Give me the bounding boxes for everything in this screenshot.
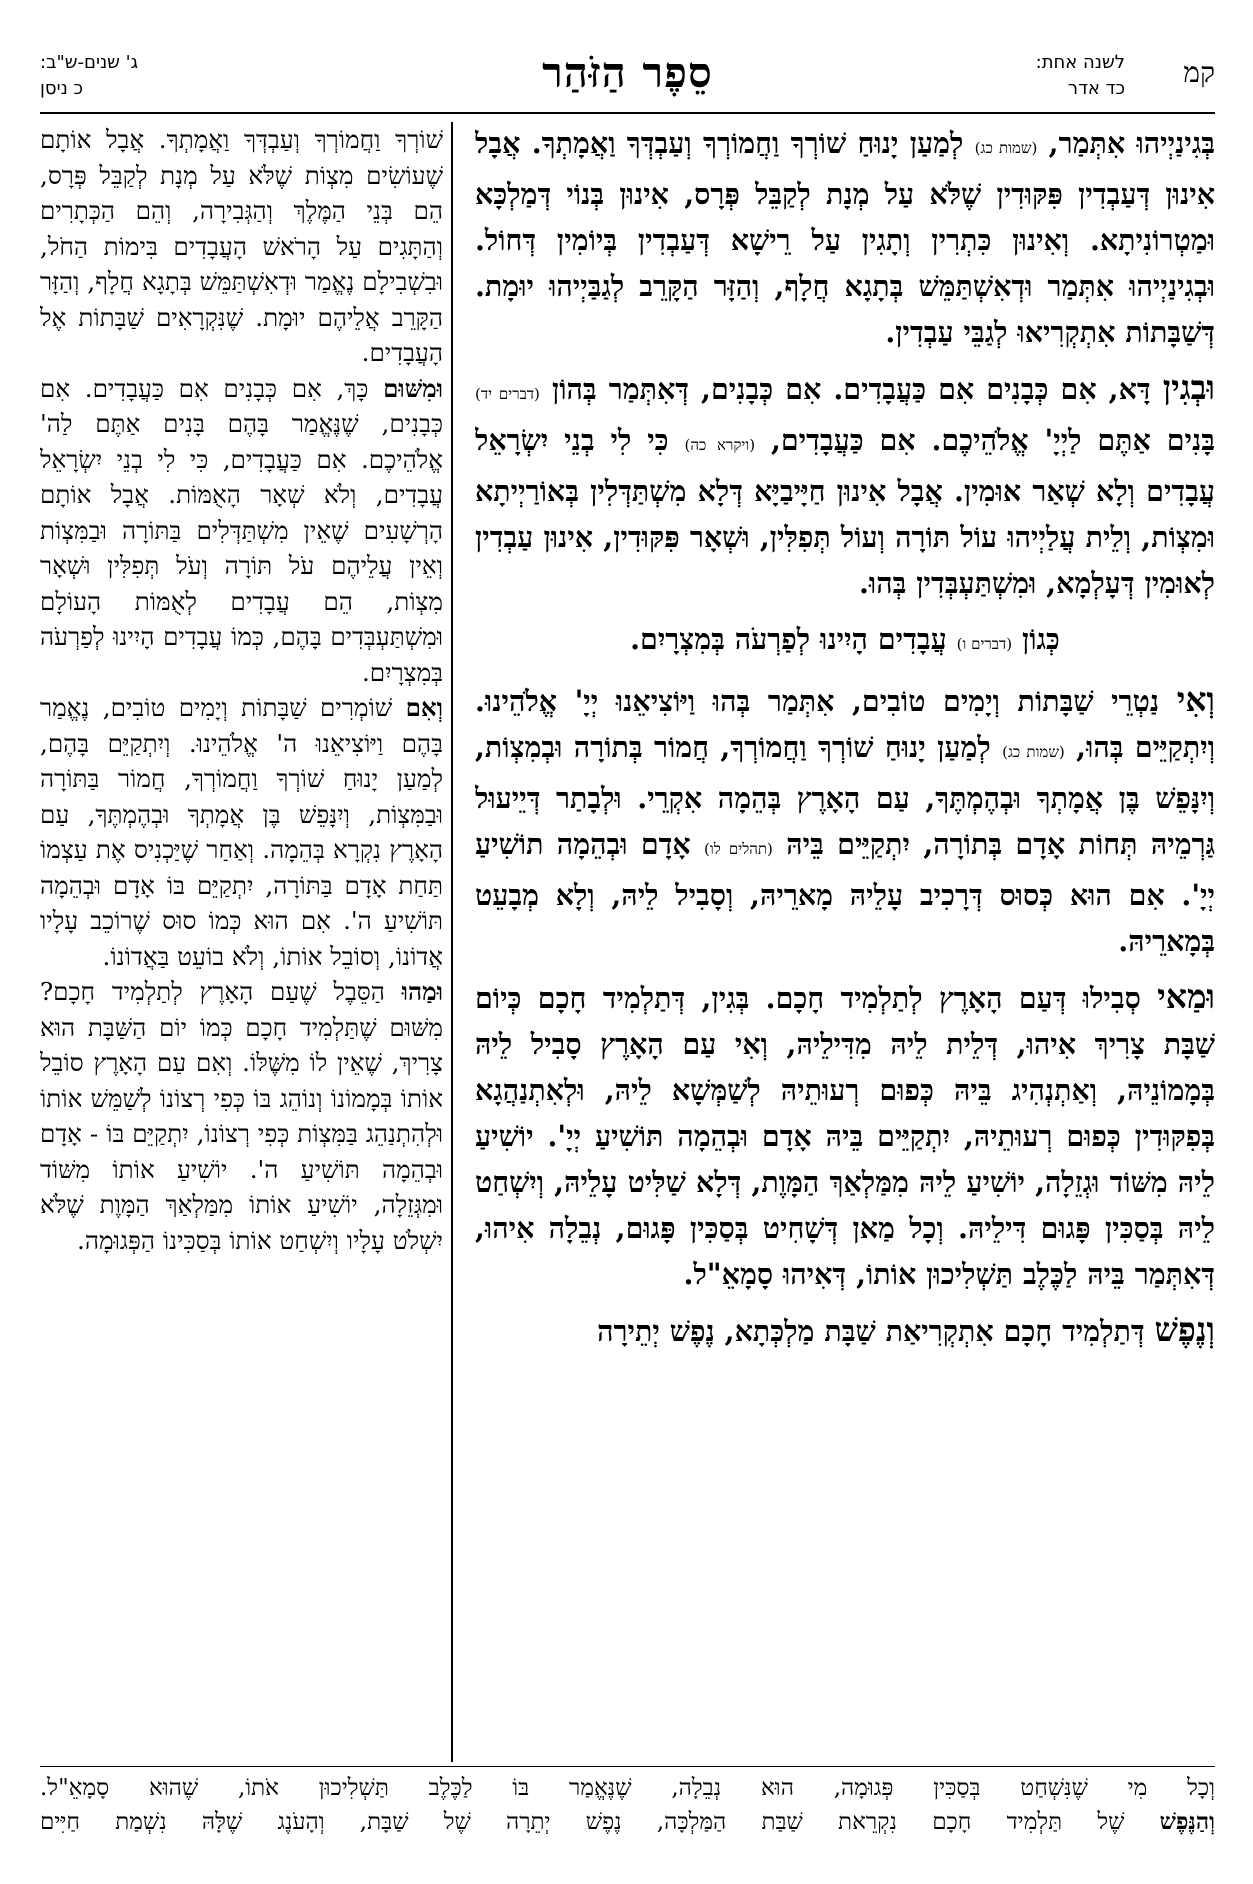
- paragraph: [40, 690, 443, 974]
- text-run: שׁוֹמְרִים שַׁבָּתוֹת וְיָמִים טוֹבִים, נֶאֱמַר בָּהֶם וַיּוֹצִיאֵנוּ ה' אֱלֹהֵינוּ. וְיִתְקַיֵּם בָּהֶם, לְמַעַן יָנוּחַ שׁוֹרְךָ וַחֲמוֹרְךָ, חֲמוֹר בַּתּוֹרָה וּבַמִּצְוֹת, וְיִנָּפֵשׁ בֶּן אֲמָתְךָ וּבְהֶמְתֶּךָ, עַם הָאָרֶץ נִקְרָא בְּהֵמָה. וְאַחַר שֶׁיַּכְנִיס אֶת עַצְמוֹ תַּחַת אָדָם בַּתּוֹרָה, יִתְקַיֵּם בּוֹ אָדָם וּבְהֵמָה תּוֹשִׁיעַ ה'. אִם הוּא כְּמוֹ סוּס שֶׁרוֹכֵב עָלָיו אֲדוֹנוֹ, וְסוֹבֵל אוֹתוֹ, וְלֹא בוֹעֵט בַּאֲדוֹנוֹ.: [40, 693, 443, 971]
- text-run: בְּגִינַיְיהוּ אִתְּמַר,: [1037, 126, 1215, 160]
- opening-word: וְהַנֶּפֶשׁ: [1159, 1808, 1215, 1835]
- translation-continuation: [40, 1771, 1215, 1839]
- page-header: [40, 50, 1215, 110]
- text-run: בָּנִים אַתֶּם לַיְיָ' אֱלֹהֵיכֶם. אִם כַּעֲבָדִים,: [755, 423, 1215, 457]
- source-reference: (שמות כג): [974, 139, 1038, 157]
- opening-word: וּבְגִין: [1162, 368, 1215, 407]
- text-run: כִּי לִי בְנֵי יִשְׂרָאֵל עֲבָדִים וְלָא שְׁאַר אוּמִין. אֲבָל אִינוּן חַיָּיבַיָּא דְּלָא מִשְׁתַּדְּלִין בְּאוֹרַיְיתָא וּמִצְוֹת, וְלֵית עֲלַיְיהוּ עוֹל תּוֹרָה וְעוֹל תְּפִלִּין, וּשְׁאָר פִּקּוּדִין, אִינוּן עַבְדִין לְאוּמִין דְּעָלְמָא, וּמִשְׁתַּעְבְּדִין בְּהוּ.: [475, 423, 1215, 600]
- text-run: שֶׁל תַּלְמִיד חָכָם נִקְרֵאת שַׁבַּת הַמַּלְכָּה, נֶפֶשׁ יְתֵרָה שֶׁל שַׁבָּת, וְהָעֹנֶג שֶׁלָּהּ נִשְׁמַת חַיִּים: [40, 1809, 1160, 1835]
- text-run: אָדָם וּבְהֵמָה תוֹשִׁיעַ יְיָ'. אִם הוּא כְּסוּס דְּרָכִיב עָלֵיהּ מָארֵיהּ, וְסָבִיל לֵיהּ, וְלָא מְבָעֵט בְּמָארֵיהּ.: [475, 827, 1215, 958]
- column-divider: [451, 122, 453, 1762]
- paragraph: [475, 677, 1215, 964]
- schedule-three-years-date: כ ניסן: [40, 78, 84, 99]
- paragraph: [475, 365, 1215, 606]
- opening-word: וְאִי: [1176, 680, 1215, 719]
- text-run: כָּךְ, אִם כְּבָנִים אִם כַּעֲבָדִים. אִם כְּבָנִים, שֶׁנֶּאֱמַר בָּהֶם בָּנִים אַתֶּם לַה' אֱלֹהֵיכֶם. אִם כַּעֲבָדִים, כִּי לִי בְנֵי יִשְׂרָאֵל עֲבָדִים, וְלֹא שְׁאָר הָאֻמּוֹת. אֲבָל אוֹתָם הָרְשָׁעִים שֶׁאֵין מִשְׁתַּדְּלִים בַּתּוֹרָה וּבַמִּצְוֹת וְאֵין עֲלֵיהֶם עֹל תּוֹרָה וְעֹל תְּפִלִּין וּשְׁאָר מִצְוֹת, הֵם עֲבָדִים לְאֻמּוֹת הָעוֹלָם וּמִשְׁתַּעְבְּדִים בָּהֶם, כְּמוֹ עֲבָדִים הָיִינוּ לְפַרְעֹה בְּמִצְרָיִם.: [40, 373, 443, 687]
- text-run: עֲבָדִים הָיִינוּ לְפַרְעֹה בְּמִצְרָיִם.: [630, 622, 957, 656]
- source-reference: (תהלים לו): [704, 840, 773, 858]
- paragraph: [475, 974, 1215, 1297]
- page-number: קמ: [1183, 56, 1215, 89]
- opening-word: וְנֶפֶשׁ: [1154, 1310, 1215, 1349]
- paragraph: [475, 120, 1215, 355]
- opening-word: וּמַאי: [1157, 977, 1215, 1016]
- source-reference: (דברים יד): [475, 385, 540, 403]
- aramaic-text-column: [475, 120, 1215, 1760]
- source-reference: (ויקרא כה): [684, 436, 756, 454]
- header-rule: [40, 112, 1215, 114]
- paragraph: [475, 1307, 1215, 1354]
- schedule-three-years: [40, 50, 138, 102]
- paragraph-centered: [475, 616, 1215, 667]
- hebrew-translation-column: [40, 122, 443, 1762]
- paragraph: [40, 974, 443, 1258]
- source-reference: (דברים ו): [956, 635, 1013, 653]
- opening-word: וּמַהוּ: [401, 977, 443, 1006]
- paragraph: [40, 371, 443, 691]
- text-run: דָּא, אִם כְּבָנִים אִם כַּעֲבָדִים. אִם כְּבָנִים, דְּאִתְּמַר בְּהוֹן: [539, 372, 1163, 406]
- source-reference: (שמות כג): [1002, 743, 1065, 761]
- schedule-three-years-label: ג' שנים-ש"ב:: [40, 52, 139, 73]
- schedule-one-year-date: כד אדר: [1067, 78, 1125, 99]
- text-run: כְּגוֹן: [1012, 622, 1060, 656]
- text-run: לְמַעַן יָנוּחַ שׁוֹרְךָ וַחֲמוֹרְךָ, חֲמוֹר בְּתוֹרָה וּבְמִצְוֹת, וְיִנָּפֵשׁ בֶּן אֲמָתְךָ וּבְהֶמְתֶּךָ, עַם הָאָרֶץ בְּהֵמָה אִקְרֵי. וּלְבָתַר דְּיֵיעוּל גַּרְמֵיהּ תְּחוֹת אָדָם בְּתוֹרָה, יִתְקַיֵּים בֵּיהּ: [475, 730, 1215, 861]
- schedule-one-year-label: לשנה אחת:: [1035, 52, 1125, 73]
- opening-word: וּמִשּׁוּם: [383, 373, 443, 403]
- continuation-line: וְכָל מִי שֶׁנִּשְׁחַט בְּסַכִּין פְּגוּמָה, הוּא נְבֵלָה, שֶׁנֶּאֱמַר בּוֹ לַכֶּלֶב תַּשְׁלִיכוּן אֹתוֹ, שֶׁהוּא סָמָאֵ"ל.: [40, 1775, 1215, 1801]
- footer-rule: [40, 1766, 1215, 1767]
- book-title: סֵפֶר הַזֹּהַר: [542, 48, 713, 97]
- paragraph: שׁוֹרְךָ וַחֲמוֹרְךָ וְעַבְדְּךָ וַאֲמָתְךָ. אֲבָל אוֹתָם שֶׁעוֹשִׂים מִצְוֹת שֶׁלֹּא עַל מְנָת לְקַבֵּל פְּרָס, הֵם בְּנֵי הַמֶּלֶךְ וְהַגְּבִירָה, וְהֵם הַכְּתָרִים וְהַתָּגִים עַל הָרֹאשׁ הָעֲבָדִים בִּימוֹת הַחֹל, וּבִשְׁבִילָם נֶאֱמַר וּדְאִשְׁתַּמֵּשׁ בְּתָגָא חֲלָף, וְהַזָּר הַקָּרֵב אֲלֵיהֶם יוּמָת. שֶׁנִּקְרָאִים שַׁבָּתוֹת אֶל הָעֲבָדִים.: [40, 125, 443, 367]
- text-run: סְבִילוּ דְּעַם הָאָרֶץ לְתַלְמִיד חָכָם. בְּגִין, דְּתַלְמִיד חָכָם כְּיוֹם שַׁבָּת צָרִיךְ אִיהוּ, דְּלֵית לֵיהּ מִדִּילֵיהּ, וְאִי עַם הָאָרֶץ סָבִיל לֵיהּ בְּמָמוֹנֵיהּ, וְאַתְנְהִיג בֵּיהּ כְּפוּם רְעוּתֵיהּ לְשַׁמְּשָׁא לֵיהּ, וּלְאִתְנַהֲגָא בְּפִקּוּדִין כְּפוּם רְעוּתֵיהּ, יִתְקַיֵּים בֵּיהּ אָדָם וּבְהֵמָה תּוֹשִׁיעַ יְיָ'. יוֹשִׁיעַ לֵיהּ מִשּׁוֹד וּגְזֵלָה, יוֹשִׁיעַ לֵיהּ מִמַּלְאַךְ הַמָּוֶת, דְּלָא שַׁלִּיט עָלֵיהּ, וְיִשְׁחַט לֵיהּ בְּסַכִּין פָּגוּם דִּילֵיהּ. וְכָל מַאן דְּשָׁחִיט בְּסַכִּין פָּגוּם, נְבֵלָה אִיהוּ, דְּאִתְּמַר בֵּיהּ לַכֶּלֶב תַּשְׁלִיכוּן אוֹתוֹ, דְּאִיהוּ סָמָאֵ"ל.: [475, 981, 1215, 1291]
- text-run: הַסֵּבֶל שֶׁעַם הָאָרֶץ לְתַלְמִיד חָכָם? מִשּׁוּם שֶׁתַּלְמִיד חָכָם כְּמוֹ יוֹם הַשַּׁבָּת הוּא צָרִיךְ, שֶׁאֵין לוֹ מִשֶּׁלּוֹ. וְאִם עַם הָאָרֶץ סוֹבֵל אוֹתוֹ בְּמָמוֹנוֹ וְנוֹהֵג בּוֹ כְּפִי רְצוֹנוֹ לְשַׁמֵּשׁ אוֹתוֹ וּלְהִתְנַהֵג בַּמִּצְוֹת כְּפִי רְצוֹנוֹ, יִתְקַיֵּם בּוֹ - אָדָם וּבְהֵמָה תּוֹשִׁיעַ ה'. יוֹשִׁיעַ אוֹתוֹ מִשּׁוֹד וּמִגְּזֵלָה, יוֹשִׁיעַ אוֹתוֹ מִמַּלְאַךְ הַמָּוֶת שֶׁלֹּא יִשְׁלֹט עָלָיו וְיִשְׁחַט אוֹתוֹ בְּסַכִּינוֹ הַפְּגוּמָה.: [40, 977, 443, 1255]
- text-run: דְּתַלְמִיד חָכָם אִתְקְרִיאַת שַׁבָּת מַלְכְּתָא, נֶפֶשׁ יְתֵירָה: [597, 1314, 1155, 1348]
- text-run: נַטְרֵי שַׁבָּתוֹת וְיָמִים טוֹבִים, אִתְּמַר בְּהוּ וַיּוֹצִיאֵנוּ יְיָ' אֱלֹהֵינוּ. וְיִתְקַיֵּים בְּהוּ,: [475, 684, 1215, 764]
- opening-word: וְאִם: [405, 693, 443, 722]
- continuation-line: [40, 1805, 1215, 1839]
- text-run: לְמַעַן יָנוּחַ שׁוֹרְךָ וַחֲמוֹרְךָ וְעַבְדְּךָ וַאֲמָתְךָ. אֲבָל אִינוּן דְּעַבְדִין פִּקּוּדִין שֶׁלֹּא עַל מְנָת לְקַבֵּל פְּרָס, אִינוּן בְּנוֹי דְּמַלְכָּא וּמַטְרוֹנִיתָא. וְאִינוּן כִּתְרִין וְתָגִין עַל רֵישָׁא דְּעַבְדִין בְּיוֹמִין דְּחוֹל. וּבְגִינַיְיהוּ אִתְּמַר וּדְאִשְׁתַּמֵּשׁ בְּתָגָא חֲלָף, וְהַזָּר הַקָּרֵב לְגַבַּיְיהוּ יוּמָת. דְּשַׁבָּתוֹת אִתְקְרִיאוּ לְגַבֵּי עַבְדִין.: [475, 126, 1215, 349]
